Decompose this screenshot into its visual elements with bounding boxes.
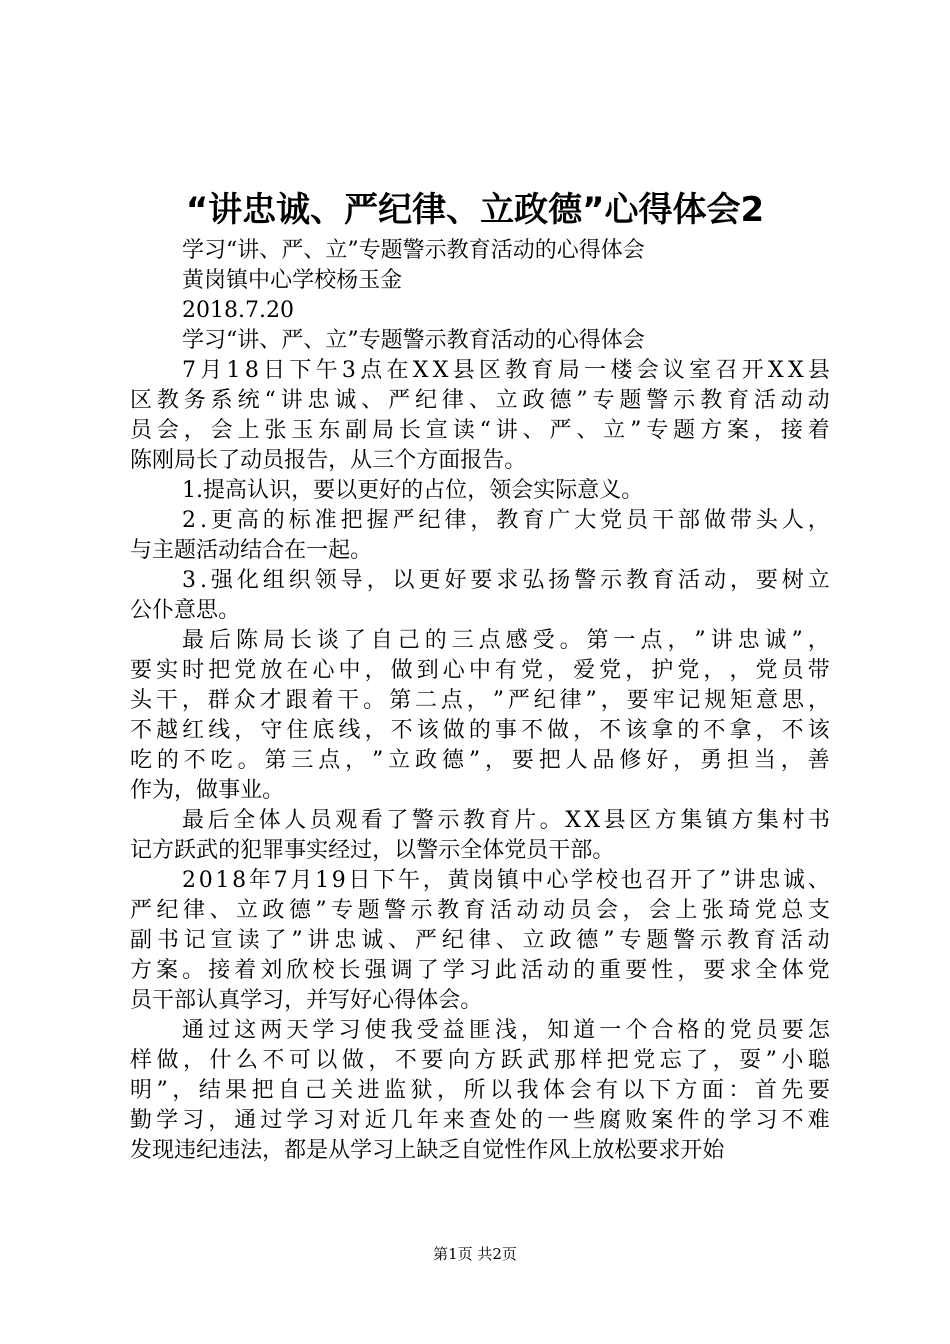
text-line: 黄 岗 镇 中 心 学 校 杨 玉 金 [182, 268, 403, 293]
text-line: 方 案 。 接 着 刘 欣 校 长 强 调 了 学 习 此 活 动 的 重 要 性 ， 要 求 全 体 党 [130, 958, 830, 983]
text-line: 学 习 “ 讲 、 严 、 立 ” 专 题 警 示 教 育 活 动 的 心 得 体 会 [182, 328, 645, 353]
paragraph [130, 866, 830, 1016]
paragraph [130, 236, 830, 266]
text-line: 严 纪 律 、 立 政 德 ” 专 题 警 示 教 育 活 动 动 员 会 ， 会 上 张 琦 党 总 支 [130, 898, 830, 923]
text-line: 最 后 全 体 人 员 观 看 了 警 示 教 育 片 。 X X 县 区 方 集 镇 方 集 村 书 [182, 808, 830, 833]
text-line: 2 0 1 8 年 7 月 1 9 日 下 午 ， 黄 岗 镇 中 心 学 校 也 召 开 了 ” 讲 忠 诚 、 [182, 868, 830, 893]
paragraph [130, 806, 830, 866]
text-line: 最 后 陈 局 长 谈 了 自 己 的 三 点 感 受 。 第 一 点 ， ” 讲 忠 诚 ” ， [182, 628, 830, 653]
paragraph [130, 626, 830, 806]
paragraph [130, 1016, 830, 1166]
text-line: 头 干 ， 群 众 才 跟 着 干 。 第 二 点 ， ” 严 纪 律 ” ， 要 牢 记 规 矩 意 思 ， [130, 688, 830, 713]
text-line: 吃 的 不 吃 。 第 三 点 ， ” 立 政 德 ” ， 要 把 人 品 修 好 ， 勇 担 当 ， 善 [130, 748, 830, 773]
text-line: 副 书 记 宣 读 了 ” 讲 忠 诚 、 严 纪 律 、 立 政 德 ” 专 题 警 示 教 育 活 动 [130, 928, 830, 953]
text-line: 2 . 更 高 的 标 准 把 握 严 纪 律 ， 教 育 广 大 党 员 干 部 做 带 头 人 ， [182, 508, 830, 533]
text-line: 陈 刚 局 长 了 动 员 报 告 ， 从 三 个 方 面 报 告 。 [130, 448, 527, 473]
paragraph [130, 506, 830, 566]
text-line: 记 方 跃 武 的 犯 罪 事 实 经 过 ， 以 警 示 全 体 党 员 干 部 。 [130, 838, 615, 863]
text-line: 2 0 1 8 . 7 . 2 0 [182, 298, 294, 323]
text-line: 与 主 题 活 动 结 合 在 一 起 。 [130, 538, 373, 563]
document-title: “讲忠诚、严纪律、立政德”心得体会2 [185, 190, 765, 230]
paragraph [130, 566, 830, 626]
text-line: 发 现 违 纪 违 法 ， 都 是 从 学 习 上 缺 乏 自 觉 性 作 风 上 放 松 要 求 开 始 [130, 1138, 725, 1163]
text-line: 样 做 ， 什 么 不 可 以 做 ， 不 要 向 方 跃 武 那 样 把 党 忘 了 ， 耍 ” 小 聪 [130, 1048, 830, 1073]
text-line: 7 月 1 8 日 下 午 3 点 在 X X 县 区 教 育 局 一 楼 会 议 室 召 开 X X 县 [182, 358, 830, 383]
paragraph [130, 266, 830, 296]
text-line: 要 实 时 把 党 放 在 心 中 ， 做 到 心 中 有 党 ， 爱 党 ， 护 党 ， ， 党 员 带 [130, 658, 830, 683]
text-line: 明 ” ， 结 果 把 自 己 关 进 监 狱 ， 所 以 我 体 会 有 以 下 方 面 ： 首 先 要 [130, 1078, 830, 1103]
text-line: 3 . 强 化 组 织 领 导 ， 以 更 好 要 求 弘 扬 警 示 教 育 活 动 ， 要 树 立 [182, 568, 830, 593]
text-line: 员 干 部 认 真 学 习 ， 并 写 好 心 得 体 会 。 [130, 988, 483, 1013]
text-line: 学 习 “ 讲 、 严 、 立 ” 专 题 警 示 教 育 活 动 的 心 得 体 会 [182, 238, 645, 263]
paragraph [130, 326, 830, 356]
page-footer: 第1页 共2页 [433, 1245, 517, 1263]
text-line: 勤 学 习 ， 通 过 学 习 对 近 几 年 来 查 处 的 一 些 腐 败 案 件 的 学 习 不 难 [130, 1108, 830, 1133]
text-line: 员 会 ， 会 上 张 玉 东 副 局 长 宣 读 “ 讲 、 严 、 立 ” 专 题 方 案 ， 接 着 [130, 418, 830, 443]
text-line: 公 仆 意 思 。 [130, 598, 241, 623]
paragraph [130, 476, 830, 506]
text-line: 作 为 ， 做 事 业 。 [130, 778, 285, 803]
document-body [130, 236, 830, 1166]
paragraph [130, 296, 830, 326]
text-line: 通 过 这 两 天 学 习 使 我 受 益 匪 浅 ， 知 道 一 个 合 格 的 党 员 要 怎 [182, 1018, 830, 1043]
text-line: 1 . 提 高 认 识 ， 要 以 更 好 的 占 位 ， 领 会 实 际 意 义 。 [182, 478, 644, 503]
paragraph [130, 356, 830, 476]
text-line: 区 教 务 系 统 “ 讲 忠 诚 、 严 纪 律 、 立 政 德 ” 专 题 警 示 教 育 活 动 动 [130, 388, 830, 413]
text-line: 不 越 红 线 ， 守 住 底 线 ， 不 该 做 的 事 不 做 ， 不 该 拿 的 不 拿 ， 不 该 [130, 718, 830, 743]
